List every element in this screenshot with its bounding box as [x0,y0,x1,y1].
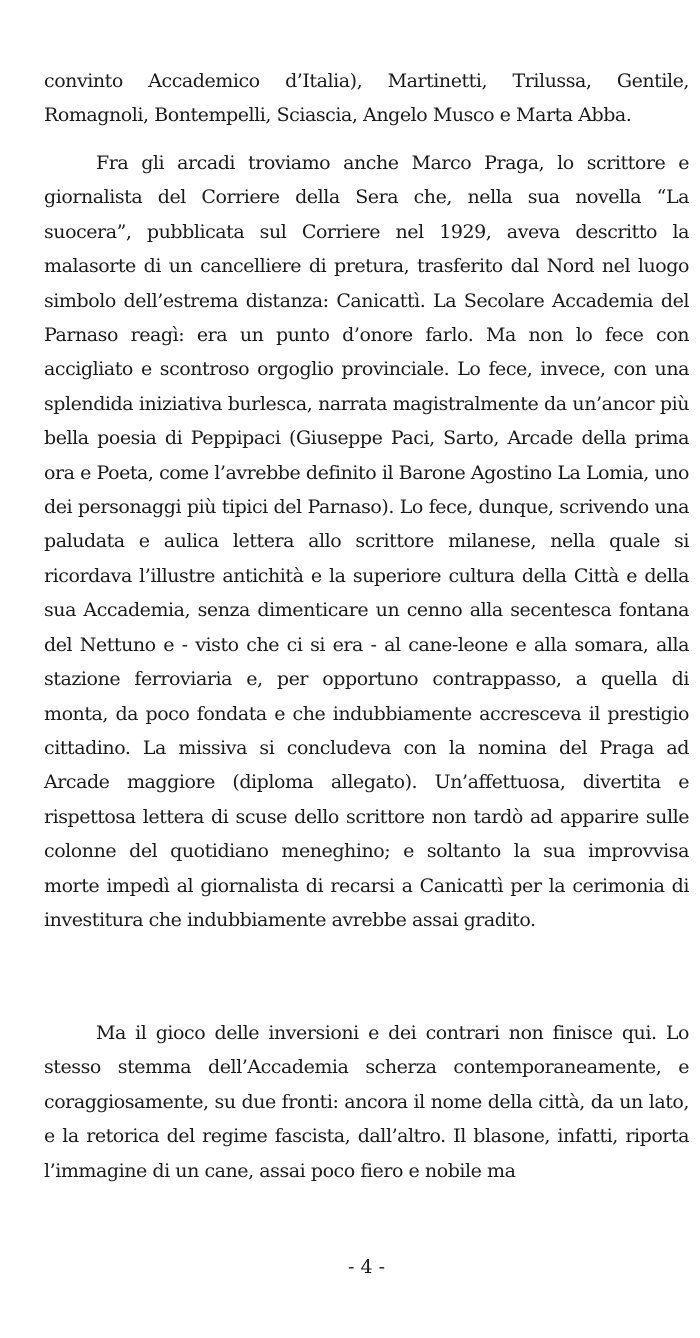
paragraph-continuation: convinto Accademico d’Italia), Martinetti, Trilussa, Gentile, Romagnoli, Bontempelli, Sciascia, Angelo Musco e Marta Abba. [44,70,689,127]
paragraph-marco-praga: Fra gli arcadi troviamo anche Marco Praga, lo scrittore e giornalista del Corriere della Sera che, nella sua novella “La suocera”, pubblicata sul Corriere nel 1929, aveva descritto la malasorte di un cancelliere di pretura, trasferito dal Nord nel luogo simbolo dell’estrema distanza: Canicattì. La Secolare Accademia del Parnaso reagì: era un punto d’onore farlo. Ma non lo fece con accigliato e scontroso orgoglio provinciale. Lo fece, invece, con una splendida iniziativa burlesca, narrata magistralmente da un’ancor più bella poesia di Peppipaci (Giuseppe Paci, Sarto, Arcade della prima ora e Poeta, come l’avrebbe definito il Barone Agostino La Lomia, uno dei personaggi più tipici del Parnaso). Lo fece, dunque, scrivendo una paludata e aulica lettera allo scrittore milanese, nella quale si ricordava l’illustre antichità e la superiore cultura della Città e della sua Accademia, senza dimenticare un cenno alla secentesca fontana del Nettuno e - visto che ci si era - al cane-leone e alla somara, alla stazione ferroviaria e, per opportuno contrappasso, a quella di monta, da poco fondata e che indubbiamente accresceva il prestigio cittadino. La missiva si concludeva con la nomina del Praga ad Arcade maggiore (diploma allegato). Un’affettuosa, divertita e rispettosa lettera di scuse dello scrittore non tardò ad apparire sulle colonne del quotidiano meneghino; e soltanto la sua improvvisa morte impedì al giornalista di recarsi a Canicattì per la cerimonia di investitura che indubbiamente avrebbe assai gradito. [44,152,689,931]
document-page [44,0,689,1338]
paragraph-stemma: Ma il gioco delle inversioni e dei contrari non finisce qui. Lo stesso stemma dell’Accademia scherza contemporaneamente, e coraggiosamente, su due fronti: ancora il nome della città, da un lato, e la retorica del regime fascista, dall’altro. Il blasone, infatti, riporta l’immagine di un cane, assai poco fiero e nobile ma [44,1022,689,1182]
page-number: - 4 - [347,1256,385,1278]
